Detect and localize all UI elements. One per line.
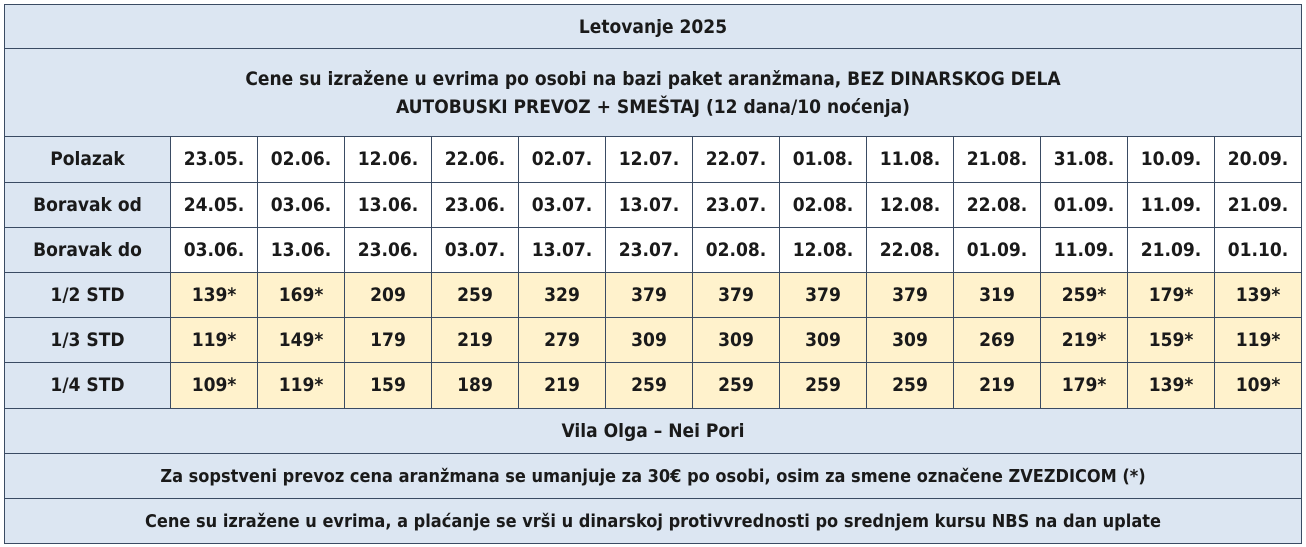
date-cell: 31.08. bbox=[1041, 137, 1128, 182]
price-cell: 139* bbox=[1215, 273, 1302, 317]
price-cell: 259 bbox=[867, 363, 954, 408]
price-cell: 259* bbox=[1041, 273, 1128, 317]
date-cell: 11.09. bbox=[1041, 228, 1128, 273]
row-std-1-3 bbox=[5, 317, 1302, 362]
date-cell: 10.09. bbox=[1128, 137, 1215, 182]
price-cell: 259 bbox=[693, 363, 780, 408]
payment-note-row bbox=[5, 499, 1302, 544]
date-cell: 23.05. bbox=[171, 137, 258, 182]
date-cell: 13.07. bbox=[519, 228, 606, 273]
row-label: Boravak do bbox=[5, 228, 171, 273]
price-cell: 379 bbox=[693, 273, 780, 317]
price-cell: 219* bbox=[1041, 317, 1128, 362]
date-cell: 13.06. bbox=[345, 182, 432, 227]
price-cell: 119* bbox=[1215, 317, 1302, 362]
date-cell: 22.08. bbox=[954, 182, 1041, 227]
hotel-row bbox=[5, 408, 1302, 453]
price-cell: 119* bbox=[258, 363, 345, 408]
row-std-1-4 bbox=[5, 363, 1302, 408]
price-table bbox=[4, 4, 1302, 544]
price-cell: 179 bbox=[345, 317, 432, 362]
date-cell: 11.09. bbox=[1128, 182, 1215, 227]
date-cell: 21.09. bbox=[1215, 182, 1302, 227]
subtitle-cell bbox=[5, 49, 1302, 137]
price-cell: 259 bbox=[606, 363, 693, 408]
price-cell: 139* bbox=[1128, 363, 1215, 408]
row-label: 1/3 STD bbox=[5, 317, 171, 362]
date-cell: 23.07. bbox=[606, 228, 693, 273]
title-row bbox=[5, 5, 1302, 49]
date-cell: 02.08. bbox=[780, 182, 867, 227]
date-cell: 22.08. bbox=[867, 228, 954, 273]
price-cell: 379 bbox=[606, 273, 693, 317]
price-cell: 139* bbox=[171, 273, 258, 317]
date-cell: 21.08. bbox=[954, 137, 1041, 182]
table-title: Letovanje 2025 bbox=[5, 5, 1302, 49]
subtitle-row bbox=[5, 49, 1302, 137]
price-cell: 149* bbox=[258, 317, 345, 362]
date-cell: 11.08. bbox=[867, 137, 954, 182]
price-cell: 259 bbox=[432, 273, 519, 317]
price-cell: 309 bbox=[693, 317, 780, 362]
date-cell: 01.09. bbox=[1041, 182, 1128, 227]
date-cell: 01.08. bbox=[780, 137, 867, 182]
price-cell: 319 bbox=[954, 273, 1041, 317]
subtitle-line-1: Cene su izražene u evrima po osobi na bazi paket aranžmana, BEZ DINARSKOG DELA bbox=[245, 67, 1061, 90]
date-cell: 22.07. bbox=[693, 137, 780, 182]
price-cell: 309 bbox=[606, 317, 693, 362]
transport-note-row bbox=[5, 454, 1302, 499]
price-cell: 209 bbox=[345, 273, 432, 317]
price-cell: 219 bbox=[519, 363, 606, 408]
date-cell: 03.06. bbox=[258, 182, 345, 227]
date-cell: 12.06. bbox=[345, 137, 432, 182]
payment-note: Cene su izražene u evrima, a plaćanje se vrši u dinarskoj protivvrednosti po srednjem kursu NBS na dan uplate bbox=[5, 499, 1302, 544]
date-cell: 02.08. bbox=[693, 228, 780, 273]
price-cell: 329 bbox=[519, 273, 606, 317]
row-label: 1/4 STD bbox=[5, 363, 171, 408]
price-cell: 259 bbox=[780, 363, 867, 408]
price-cell: 159 bbox=[345, 363, 432, 408]
row-label: Polazak bbox=[5, 137, 171, 182]
price-cell: 379 bbox=[780, 273, 867, 317]
price-cell: 109* bbox=[171, 363, 258, 408]
price-cell: 169* bbox=[258, 273, 345, 317]
subtitle-line-2: AUTOBUSKI PREVOZ + SMEŠTAJ (12 dana/10 noćenja) bbox=[396, 95, 910, 118]
row-boravak-od bbox=[5, 182, 1302, 227]
price-cell: 219 bbox=[954, 363, 1041, 408]
date-cell: 02.07. bbox=[519, 137, 606, 182]
price-cell: 179* bbox=[1128, 273, 1215, 317]
date-cell: 03.06. bbox=[171, 228, 258, 273]
date-cell: 12.07. bbox=[606, 137, 693, 182]
date-cell: 21.09. bbox=[1128, 228, 1215, 273]
row-label: 1/2 STD bbox=[5, 273, 171, 317]
price-cell: 219 bbox=[432, 317, 519, 362]
date-cell: 03.07. bbox=[519, 182, 606, 227]
date-cell: 23.06. bbox=[432, 182, 519, 227]
date-cell: 23.06. bbox=[345, 228, 432, 273]
price-cell: 179* bbox=[1041, 363, 1128, 408]
row-polazak bbox=[5, 137, 1302, 182]
date-cell: 13.07. bbox=[606, 182, 693, 227]
date-cell: 01.10. bbox=[1215, 228, 1302, 273]
price-cell: 379 bbox=[867, 273, 954, 317]
date-cell: 24.05. bbox=[171, 182, 258, 227]
price-cell: 269 bbox=[954, 317, 1041, 362]
row-boravak-do bbox=[5, 228, 1302, 273]
date-cell: 13.06. bbox=[258, 228, 345, 273]
price-cell: 109* bbox=[1215, 363, 1302, 408]
price-cell: 279 bbox=[519, 317, 606, 362]
date-cell: 20.09. bbox=[1215, 137, 1302, 182]
row-std-1-2 bbox=[5, 273, 1302, 317]
price-cell: 159* bbox=[1128, 317, 1215, 362]
price-cell: 119* bbox=[171, 317, 258, 362]
price-cell: 309 bbox=[867, 317, 954, 362]
price-cell: 309 bbox=[780, 317, 867, 362]
date-cell: 23.07. bbox=[693, 182, 780, 227]
date-cell: 12.08. bbox=[867, 182, 954, 227]
date-cell: 12.08. bbox=[780, 228, 867, 273]
row-label: Boravak od bbox=[5, 182, 171, 227]
hotel-name: Vila Olga – Nei Pori bbox=[5, 408, 1302, 453]
transport-note: Za sopstveni prevoz cena aranžmana se umanjuje za 30€ po osobi, osim za smene označene ZVEZDICOM (*) bbox=[5, 454, 1302, 499]
date-cell: 02.06. bbox=[258, 137, 345, 182]
date-cell: 22.06. bbox=[432, 137, 519, 182]
date-cell: 01.09. bbox=[954, 228, 1041, 273]
price-cell: 189 bbox=[432, 363, 519, 408]
date-cell: 03.07. bbox=[432, 228, 519, 273]
